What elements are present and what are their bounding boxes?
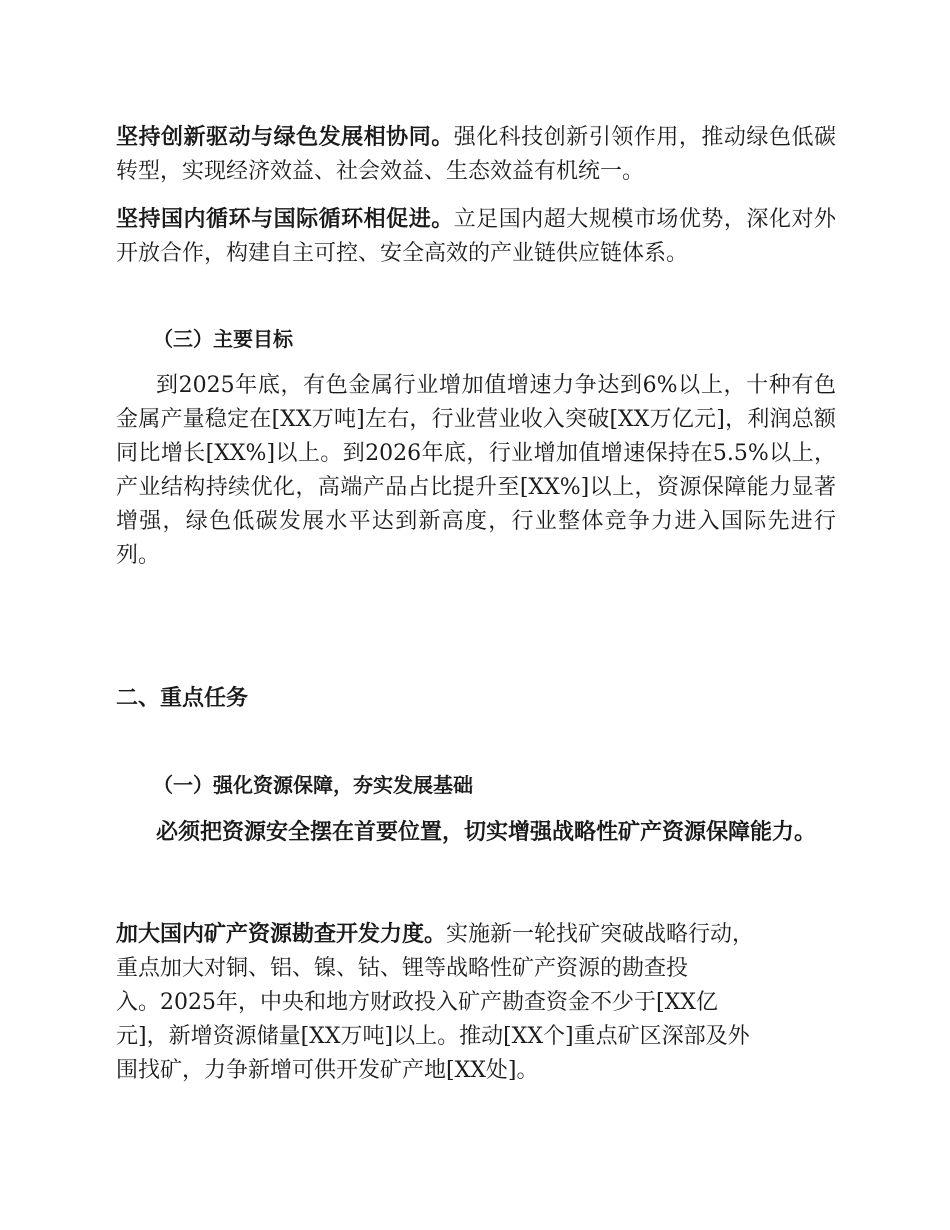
paragraph-innovation-green	[116, 121, 836, 189]
paragraph-line: 重点加大对铜、铝、镍、钴、锂等战略性矿产资源的勘查投	[116, 956, 689, 981]
paragraph-line: 围找矿，力争新增可供开发矿产地[XX处]。	[116, 1058, 539, 1083]
paragraph-lead: 坚持国内循环与国际循环相促进。	[116, 207, 454, 232]
section-heading-main-goals: （三）主要目标	[153, 327, 293, 351]
paragraph-body: 强化科技创新引领作用，推动绿色低碳转型，实现经济效益、社会效益、生态效益有机统一。	[116, 125, 836, 184]
paragraph-line: 入。2025年，中央和地方财政投入矿产勘查资金不少于[XX亿	[116, 990, 718, 1015]
paragraph-domestic-exploration	[116, 918, 836, 1088]
paragraph-line: 实施新一轮找矿突破战略行动，	[446, 922, 755, 947]
paragraph-domestic-international	[116, 203, 836, 271]
section-heading-key-tasks: 二、重点任务	[116, 686, 249, 711]
paragraph-lead: 坚持创新驱动与绿色发展相协同。	[116, 125, 454, 150]
paragraph-body: 立足国内超大规模市场优势，深化对外开放合作，构建自主可控、安全高效的产业链供应链体系。	[116, 207, 836, 266]
paragraph-line: 元]，新增资源储量[XX万吨]以上。推动[XX个]重点矿区深部及外	[116, 1024, 750, 1049]
paragraph-main-goals: 到2025年底，有色金属行业增加值增速力争达到6%以上，十种有色金属产量稳定在[XX万吨]左右，行业营业收入突破[XX万亿元]，利润总额同比增长[XX%]以上。到2026年底，行业增加值增速保持在5.5%以上，产业结构持续优化，高端产品占比提升至[XX%]以上，资源保障能力显著增强，绿色低碳发展水平达到新高度，行业整体竞争力进入国际先进行列。	[116, 373, 836, 568]
paragraph-lead: 加大国内矿产资源勘查开发力度。	[116, 922, 447, 947]
subsection-heading-resource-security: （一）强化资源保障，夯实发展基础	[153, 773, 473, 797]
paragraph-resource-priority: 必须把资源安全摆在首要位置，切实增强战略性矿产资源保障能力。	[156, 820, 817, 845]
